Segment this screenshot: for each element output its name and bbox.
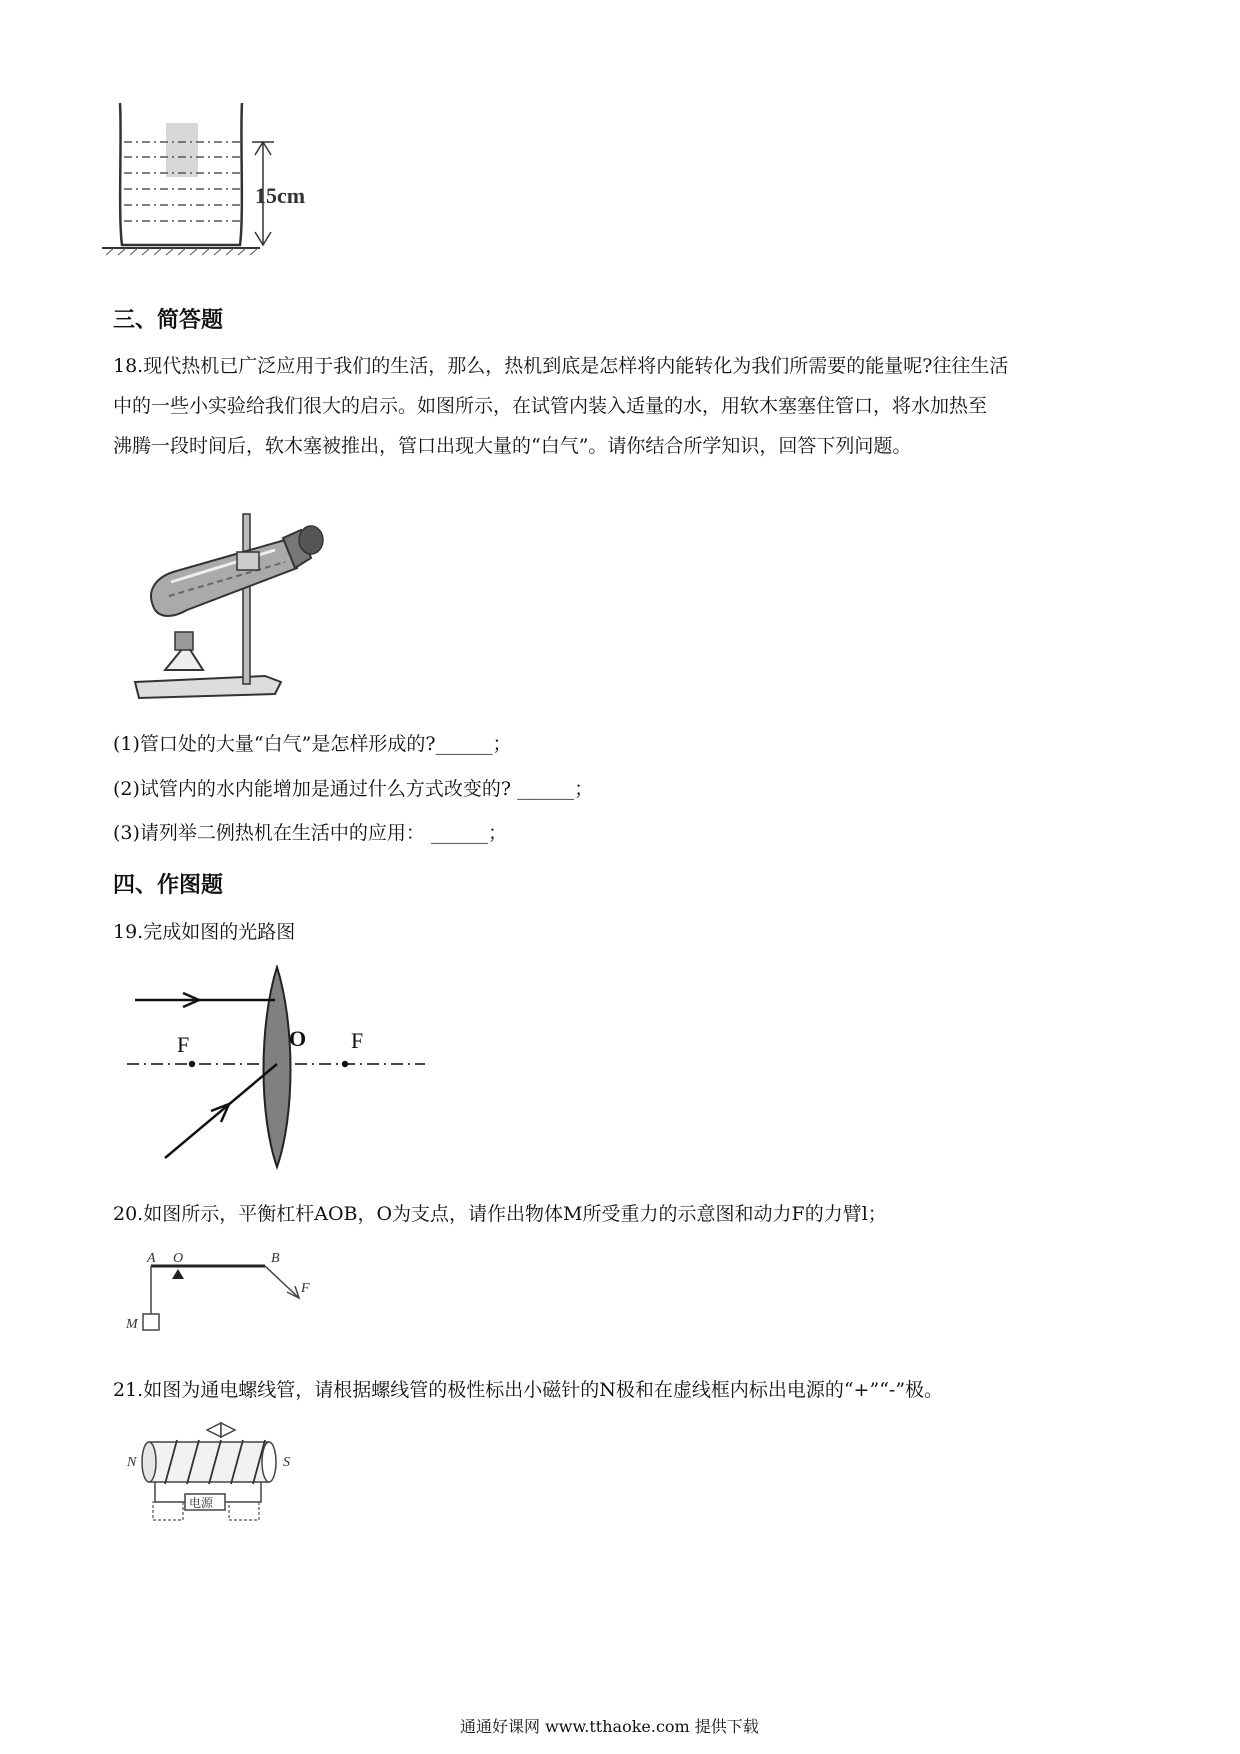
figure-container-liquid [100,95,360,285]
lever-point-a-label: A [147,1251,156,1266]
solenoid-south-label: S [283,1455,290,1470]
figure-solenoid [125,1420,325,1535]
question-18-sub-1: (1)管口处的大量“白气”是怎样形成的?______； [113,733,512,755]
lever-point-b-label: B [271,1251,280,1266]
question-18-text: 18.现代热机已广泛应用于我们的生活，那么，热机到底是怎样将内能转化为我们所需要的能量呢?往往生活 中的一些小实验给我们很大的启示。如图所示，在试管内装入适量的水，用软木塞塞住管口，将水加热至 沸腾一段时间后，软木塞被推出，管口出现大量的“白气”。请你结合所学知识，回答下列问题。 [113,355,1009,457]
focal-point-right-label: F [351,1028,364,1053]
question-21-text: 21.如图为通电螺线管，请根据螺线管的极性标出小磁针的N极和在虚线框内标出电源的“+”“-”极。 [113,1379,944,1401]
force-f-label: F [301,1281,310,1296]
section-title-short-answer: 三、简答题 [113,308,224,333]
solenoid-north-label: N [127,1455,137,1470]
lever-fulcrum-label: O [173,1251,184,1266]
mass-m-label: M [126,1317,138,1332]
figure-convex-lens [125,965,435,1185]
depth-label: 15cm [255,183,306,208]
question-18-sub-3: (3)请列举二例热机在生活中的应用： ______； [113,822,507,844]
question-18-sub-2: (2)试管内的水内能增加是通过什么方式改变的? ______； [113,778,594,800]
focal-point-left-label: F [177,1032,190,1057]
question-19-text: 19.完成如图的光路图 [113,921,296,943]
power-source-label: 电源 [189,1496,214,1510]
optical-center-label: O [289,1026,307,1051]
question-20-text: 20.如图所示，平衡杠杆AOB，O为支点，请作出物体M所受重力的示意图和动力F的力臂l； [113,1203,887,1225]
figure-test-tube-apparatus [125,510,355,705]
figure-lever-aob [115,1248,315,1338]
section-title-drawing: 四、作图题 [113,873,224,898]
page-footer: 通通好课网 www.tthaoke.com 提供下载 [460,1717,759,1736]
